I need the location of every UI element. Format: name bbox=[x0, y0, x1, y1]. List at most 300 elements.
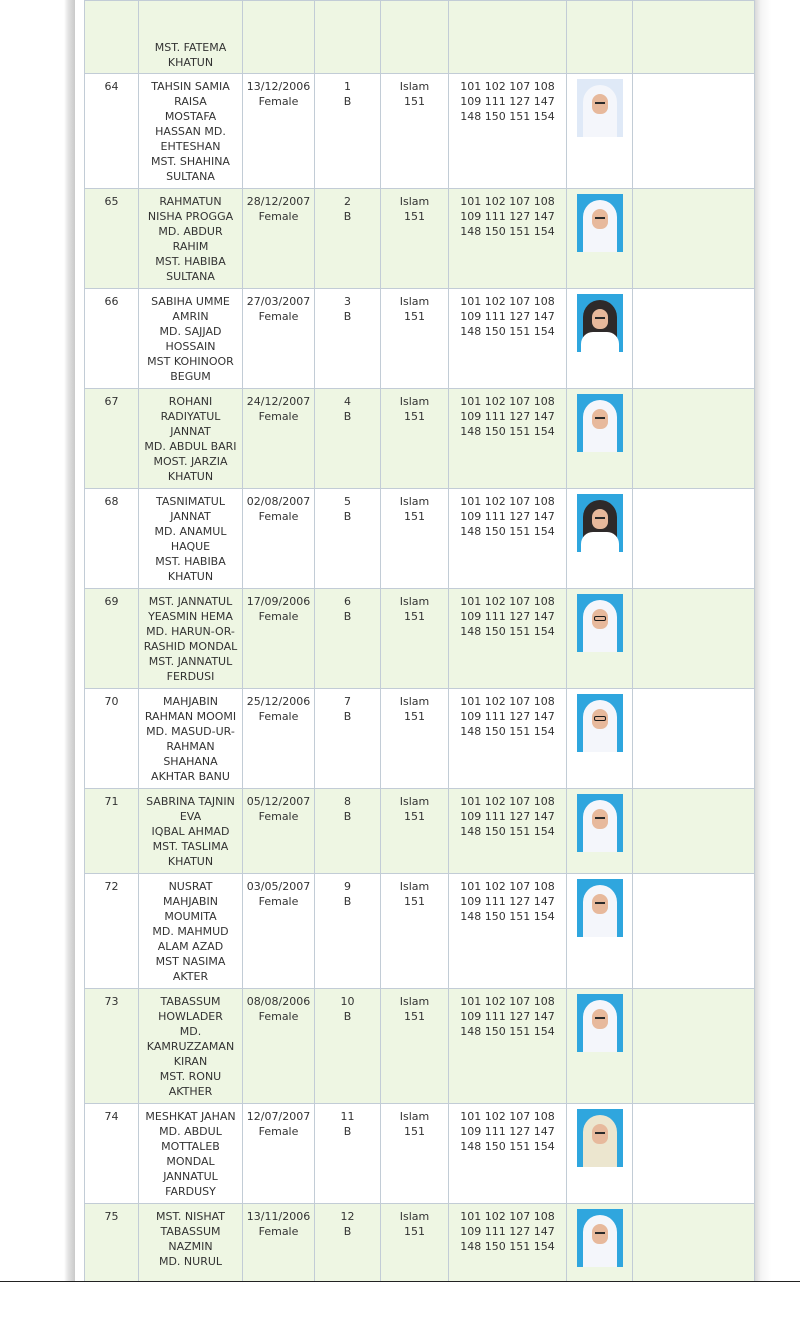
religion-code: 151 bbox=[404, 310, 425, 323]
name-line: MD. bbox=[179, 1025, 202, 1038]
blank-cell bbox=[633, 689, 755, 789]
date-of-birth: 28/12/2007 bbox=[246, 195, 311, 208]
name-cell bbox=[139, 189, 243, 289]
roll-number: 73 bbox=[104, 995, 119, 1008]
student-photo bbox=[577, 994, 623, 1052]
subject-codes-line: 101 102 107 108 bbox=[460, 795, 555, 808]
name-line: ROHANI bbox=[168, 395, 213, 408]
name-line: NUSRAT bbox=[168, 880, 213, 893]
name-line: FERDUSI bbox=[166, 670, 215, 683]
subject-codes-line: 148 150 151 154 bbox=[460, 225, 555, 238]
roll-cell bbox=[85, 289, 139, 389]
religion-code: 151 bbox=[404, 1225, 425, 1238]
photo-cell bbox=[567, 389, 633, 489]
serial-cell bbox=[315, 874, 381, 989]
date-of-birth: 17/09/2006 bbox=[246, 595, 311, 608]
name-line: MD. SAJJAD bbox=[159, 325, 222, 338]
blank-cell bbox=[633, 874, 755, 989]
page-footer-strip bbox=[0, 1281, 800, 1318]
dob-cell bbox=[243, 74, 315, 189]
religion: Islam bbox=[399, 880, 430, 893]
right-page-margin bbox=[755, 0, 800, 1281]
name-line: KHATUN bbox=[167, 855, 214, 868]
student-photo bbox=[577, 694, 623, 752]
student-photo bbox=[577, 294, 623, 352]
name-line: MOUMITA bbox=[164, 910, 217, 923]
table-row bbox=[85, 789, 755, 874]
name-line: IQBAL AHMAD bbox=[151, 825, 230, 838]
religion-code: 151 bbox=[404, 1010, 425, 1023]
subject-codes-line: 148 150 151 154 bbox=[460, 1240, 555, 1253]
name-line: AKTHER bbox=[168, 1085, 213, 1098]
serial-cell bbox=[315, 489, 381, 589]
roll-number: 65 bbox=[104, 195, 119, 208]
dob-cell bbox=[243, 1104, 315, 1204]
dob-cell bbox=[243, 389, 315, 489]
serial-number: 2 bbox=[344, 195, 351, 208]
roll-cell bbox=[85, 689, 139, 789]
serial-number: 3 bbox=[344, 295, 351, 308]
subject-codes-line: 101 102 107 108 bbox=[460, 295, 555, 308]
subject-codes-line: 109 111 127 147 bbox=[460, 1125, 555, 1138]
religion: Islam bbox=[399, 1110, 430, 1123]
name-line: AMRIN bbox=[172, 310, 209, 323]
group-code: B bbox=[343, 810, 352, 823]
serial-number: 9 bbox=[344, 880, 351, 893]
serial-cell bbox=[315, 1, 381, 74]
table-row bbox=[85, 989, 755, 1104]
name-line: MAHJABIN bbox=[163, 695, 218, 708]
subject-codes-line: 109 111 127 147 bbox=[460, 895, 555, 908]
religion-code: 151 bbox=[404, 610, 425, 623]
date-of-birth: 08/08/2006 bbox=[246, 995, 311, 1008]
name-line: YEASMIN HEMA bbox=[148, 610, 233, 623]
religion-cell bbox=[381, 389, 449, 489]
subject-codes-line: 109 111 127 147 bbox=[460, 710, 555, 723]
name-line: EVA bbox=[179, 810, 202, 823]
photo-cell bbox=[567, 989, 633, 1104]
religion-cell bbox=[381, 874, 449, 989]
gender: Female bbox=[258, 1225, 299, 1238]
table-row bbox=[85, 489, 755, 589]
gender: Female bbox=[258, 1125, 299, 1138]
religion: Islam bbox=[399, 395, 430, 408]
serial-cell bbox=[315, 74, 381, 189]
photo-face bbox=[592, 509, 608, 529]
religion-cell bbox=[381, 989, 449, 1104]
name-line: ALAM AZAD bbox=[157, 940, 224, 953]
photo-cell bbox=[567, 74, 633, 189]
student-photo bbox=[577, 494, 623, 552]
blank-cell bbox=[633, 189, 755, 289]
serial-cell bbox=[315, 789, 381, 874]
name-line: MD. MAHMUD bbox=[152, 925, 229, 938]
blank-cell bbox=[633, 1104, 755, 1204]
dob-cell bbox=[243, 989, 315, 1104]
subject-codes-line: 101 102 107 108 bbox=[460, 395, 555, 408]
roll-number: 70 bbox=[104, 695, 119, 708]
name-line: MD. ABDUL bbox=[159, 1125, 222, 1138]
group-code: B bbox=[343, 710, 352, 723]
photo-face bbox=[592, 409, 608, 429]
serial-cell bbox=[315, 989, 381, 1104]
date-of-birth: 03/05/2007 bbox=[246, 880, 311, 893]
blank-cell bbox=[633, 989, 755, 1104]
name-line: MST. FATEMA bbox=[154, 41, 227, 54]
gender: Female bbox=[258, 510, 299, 523]
name-line: NAZMIN bbox=[168, 1240, 213, 1253]
roll-number: 72 bbox=[104, 880, 119, 893]
subjects-cell bbox=[449, 789, 567, 874]
table-row bbox=[85, 689, 755, 789]
name-line: RAHMAN MOOMI bbox=[144, 710, 237, 723]
subjects-cell bbox=[449, 289, 567, 389]
subject-codes-line: 148 150 151 154 bbox=[460, 910, 555, 923]
name-line: MD. ABDUL BARI bbox=[144, 440, 237, 453]
student-photo bbox=[577, 394, 623, 452]
religion: Islam bbox=[399, 1210, 430, 1223]
photo-cell bbox=[567, 489, 633, 589]
serial-cell bbox=[315, 389, 381, 489]
name-line: JANNATUL bbox=[163, 1170, 218, 1183]
name-line: KIRAN bbox=[173, 1055, 208, 1068]
photo-face bbox=[592, 609, 608, 629]
group-code: B bbox=[343, 95, 352, 108]
religion-code: 151 bbox=[404, 510, 425, 523]
roll-cell bbox=[85, 1204, 139, 1282]
subjects-cell bbox=[449, 189, 567, 289]
table-row bbox=[85, 589, 755, 689]
name-cell bbox=[139, 589, 243, 689]
results-sheet bbox=[75, 0, 755, 1281]
subject-codes-line: 109 111 127 147 bbox=[460, 610, 555, 623]
subject-codes-line: 148 150 151 154 bbox=[460, 325, 555, 338]
religion: Islam bbox=[399, 995, 430, 1008]
photo-face bbox=[592, 309, 608, 329]
religion: Islam bbox=[399, 695, 430, 708]
name-line: MST. SHAHINA bbox=[151, 155, 230, 168]
group-code: B bbox=[343, 510, 352, 523]
name-cell bbox=[139, 289, 243, 389]
name-line: AKHTAR BANU bbox=[151, 770, 230, 783]
religion-cell bbox=[381, 1, 449, 74]
name-line: MAHJABIN bbox=[163, 895, 218, 908]
blank-cell bbox=[633, 589, 755, 689]
name-cell bbox=[139, 1, 243, 74]
religion: Islam bbox=[399, 595, 430, 608]
name-line: SABIHA UMME bbox=[151, 295, 230, 308]
serial-number: 8 bbox=[344, 795, 351, 808]
religion: Islam bbox=[399, 495, 430, 508]
serial-number: 7 bbox=[344, 695, 351, 708]
student-photo bbox=[577, 794, 623, 852]
subject-codes-line: 148 150 151 154 bbox=[460, 825, 555, 838]
photo-cell bbox=[567, 189, 633, 289]
gender: Female bbox=[258, 610, 299, 623]
photo-cell bbox=[567, 1, 633, 74]
date-of-birth: 27/03/2007 bbox=[246, 295, 311, 308]
religion-cell bbox=[381, 289, 449, 389]
roll-cell bbox=[85, 389, 139, 489]
religion-code: 151 bbox=[404, 810, 425, 823]
dob-cell bbox=[243, 1, 315, 74]
subject-codes-line: 109 111 127 147 bbox=[460, 95, 555, 108]
dob-cell bbox=[243, 1204, 315, 1282]
dob-cell bbox=[243, 689, 315, 789]
religion-cell bbox=[381, 74, 449, 189]
subject-codes-line: 148 150 151 154 bbox=[460, 1025, 555, 1038]
table-row bbox=[85, 189, 755, 289]
roll-cell bbox=[85, 989, 139, 1104]
name-line: MD. ANAMUL bbox=[154, 525, 227, 538]
name-line: RAHMATUN bbox=[159, 195, 222, 208]
name-cell bbox=[139, 489, 243, 589]
religion: Islam bbox=[399, 195, 430, 208]
gender: Female bbox=[258, 410, 299, 423]
name-line: JANNAT bbox=[170, 510, 211, 523]
group-code: B bbox=[343, 610, 352, 623]
serial-cell bbox=[315, 689, 381, 789]
name-cell bbox=[139, 989, 243, 1104]
name-line: SABRINA TAJNIN bbox=[146, 795, 235, 808]
roll-cell bbox=[85, 74, 139, 189]
name-line: MST. RONU bbox=[159, 1070, 222, 1083]
name-line: RAHIM bbox=[172, 240, 209, 253]
name-line: EHTESHAN bbox=[160, 140, 221, 153]
religion: Islam bbox=[399, 80, 430, 93]
student-photo bbox=[577, 194, 623, 252]
religion-cell bbox=[381, 189, 449, 289]
name-line: MD. ABDUR bbox=[158, 225, 223, 238]
subject-codes-line: 148 150 151 154 bbox=[460, 625, 555, 638]
name-line: HOWLADER bbox=[158, 1010, 223, 1023]
student-photo bbox=[577, 1109, 623, 1167]
name-line: MST. HABIBA bbox=[155, 555, 226, 568]
subject-codes-line: 148 150 151 154 bbox=[460, 525, 555, 538]
subject-codes-line: 109 111 127 147 bbox=[460, 310, 555, 323]
gender: Female bbox=[258, 95, 299, 108]
religion-cell bbox=[381, 1204, 449, 1282]
subjects-cell bbox=[449, 989, 567, 1104]
name-line: JANNAT bbox=[170, 425, 211, 438]
subject-codes-line: 109 111 127 147 bbox=[460, 210, 555, 223]
name-line: MST. JANNATUL bbox=[148, 595, 233, 608]
student-photo bbox=[577, 594, 623, 652]
name-line: MD. HARUN-OR- bbox=[146, 625, 235, 638]
roll-number: 66 bbox=[104, 295, 119, 308]
subjects-cell bbox=[449, 389, 567, 489]
roll-cell bbox=[85, 489, 139, 589]
roll-cell bbox=[85, 189, 139, 289]
roll-number: 69 bbox=[104, 595, 119, 608]
serial-cell bbox=[315, 1104, 381, 1204]
photo-face bbox=[592, 1124, 608, 1144]
name-line: FARDUSY bbox=[165, 1185, 216, 1198]
name-line: SULTANA bbox=[166, 170, 215, 183]
subjects-cell bbox=[449, 1, 567, 74]
group-code: B bbox=[343, 1225, 352, 1238]
table-row bbox=[85, 1204, 755, 1282]
name-line: HAQUE bbox=[170, 540, 211, 553]
name-line: RASHID MONDAL bbox=[143, 640, 238, 653]
name-cell bbox=[139, 789, 243, 874]
roll-cell bbox=[85, 1, 139, 74]
photo-face bbox=[592, 1224, 608, 1244]
name-line: AKTER bbox=[172, 970, 209, 983]
subjects-cell bbox=[449, 874, 567, 989]
name-line: MESHKAT JAHAN bbox=[145, 1110, 236, 1123]
serial-number: 10 bbox=[340, 995, 355, 1008]
roll-number: 74 bbox=[104, 1110, 119, 1123]
subjects-cell bbox=[449, 1204, 567, 1282]
photo-face bbox=[592, 209, 608, 229]
name-line: KHATUN bbox=[167, 570, 214, 583]
photo-cell bbox=[567, 289, 633, 389]
serial-number: 12 bbox=[340, 1210, 355, 1223]
religion-cell bbox=[381, 589, 449, 689]
religion: Islam bbox=[399, 295, 430, 308]
roll-cell bbox=[85, 589, 139, 689]
subject-codes-line: 148 150 151 154 bbox=[460, 1140, 555, 1153]
group-code: B bbox=[343, 310, 352, 323]
date-of-birth: 13/12/2006 bbox=[246, 80, 311, 93]
group-code: B bbox=[343, 210, 352, 223]
photo-shoulders bbox=[581, 532, 619, 552]
religion-cell bbox=[381, 789, 449, 874]
name-line: TABASSUM bbox=[160, 1225, 221, 1238]
gender: Female bbox=[258, 895, 299, 908]
subject-codes-line: 109 111 127 147 bbox=[460, 810, 555, 823]
group-code: B bbox=[343, 410, 352, 423]
subject-codes-line: 109 111 127 147 bbox=[460, 510, 555, 523]
name-cell bbox=[139, 874, 243, 989]
photo-shoulders bbox=[581, 332, 619, 352]
subjects-cell bbox=[449, 689, 567, 789]
date-of-birth: 24/12/2007 bbox=[246, 395, 311, 408]
photo-cell bbox=[567, 789, 633, 874]
blank-cell bbox=[633, 1, 755, 74]
name-line: TASNIMATUL bbox=[156, 495, 225, 508]
name-line: MD. NURUL bbox=[158, 1255, 223, 1268]
name-cell bbox=[139, 1204, 243, 1282]
subject-codes-line: 101 102 107 108 bbox=[460, 1210, 555, 1223]
subject-codes-line: 101 102 107 108 bbox=[460, 695, 555, 708]
roll-number: 71 bbox=[104, 795, 119, 808]
religion-code: 151 bbox=[404, 95, 425, 108]
student-results-table bbox=[84, 0, 755, 1281]
religion-code: 151 bbox=[404, 210, 425, 223]
group-code: B bbox=[343, 895, 352, 908]
dob-cell bbox=[243, 189, 315, 289]
roll-number: 75 bbox=[104, 1210, 119, 1223]
roll-cell bbox=[85, 789, 139, 874]
religion-code: 151 bbox=[404, 710, 425, 723]
serial-cell bbox=[315, 189, 381, 289]
name-line: MST. HABIBA bbox=[155, 255, 226, 268]
serial-cell bbox=[315, 289, 381, 389]
gender: Female bbox=[258, 710, 299, 723]
religion-cell bbox=[381, 1104, 449, 1204]
photo-cell bbox=[567, 589, 633, 689]
photo-cell bbox=[567, 1204, 633, 1282]
name-line: KAMRUZZAMAN bbox=[146, 1040, 235, 1053]
religion: Islam bbox=[399, 795, 430, 808]
dob-cell bbox=[243, 589, 315, 689]
serial-number: 5 bbox=[344, 495, 351, 508]
roll-number: 67 bbox=[104, 395, 119, 408]
subject-codes-line: 109 111 127 147 bbox=[460, 410, 555, 423]
table-row bbox=[85, 1104, 755, 1204]
subject-codes-line: 148 150 151 154 bbox=[460, 725, 555, 738]
gender: Female bbox=[258, 310, 299, 323]
dob-cell bbox=[243, 289, 315, 389]
subject-codes-line: 101 102 107 108 bbox=[460, 195, 555, 208]
roll-number: 68 bbox=[104, 495, 119, 508]
subject-codes-line: 148 150 151 154 bbox=[460, 110, 555, 123]
subject-codes-line: 109 111 127 147 bbox=[460, 1010, 555, 1023]
student-photo bbox=[577, 1209, 623, 1267]
name-line: KHATUN bbox=[167, 470, 214, 483]
blank-cell bbox=[633, 489, 755, 589]
photo-face bbox=[592, 1009, 608, 1029]
date-of-birth: 02/08/2007 bbox=[246, 495, 311, 508]
subject-codes-line: 101 102 107 108 bbox=[460, 495, 555, 508]
subject-codes-line: 109 111 127 147 bbox=[460, 1225, 555, 1238]
student-photo bbox=[577, 879, 623, 937]
serial-number: 6 bbox=[344, 595, 351, 608]
blank-cell bbox=[633, 389, 755, 489]
name-line: RADIYATUL bbox=[160, 410, 221, 423]
roll-cell bbox=[85, 874, 139, 989]
blank-cell bbox=[633, 789, 755, 874]
dob-cell bbox=[243, 789, 315, 874]
photo-cell bbox=[567, 689, 633, 789]
subjects-cell bbox=[449, 1104, 567, 1204]
roll-cell bbox=[85, 1104, 139, 1204]
photo-face bbox=[592, 94, 608, 114]
subjects-cell bbox=[449, 589, 567, 689]
name-cell bbox=[139, 74, 243, 189]
roll-number: 64 bbox=[104, 80, 119, 93]
serial-cell bbox=[315, 1204, 381, 1282]
gender: Female bbox=[258, 1010, 299, 1023]
blank-cell bbox=[633, 74, 755, 189]
name-line: HOSSAIN bbox=[165, 340, 216, 353]
name-line: MOSTAFA bbox=[164, 110, 217, 123]
date-of-birth: 25/12/2006 bbox=[246, 695, 311, 708]
gender: Female bbox=[258, 810, 299, 823]
serial-number: 4 bbox=[344, 395, 351, 408]
name-line: MONDAL bbox=[166, 1155, 215, 1168]
photo-cell bbox=[567, 874, 633, 989]
table-row bbox=[85, 74, 755, 189]
name-line: MST NASIMA bbox=[155, 955, 226, 968]
photo-face bbox=[592, 894, 608, 914]
table-row bbox=[85, 289, 755, 389]
name-line: HASSAN MD. bbox=[155, 125, 226, 138]
dob-cell bbox=[243, 489, 315, 589]
date-of-birth: 12/07/2007 bbox=[246, 1110, 311, 1123]
name-line: SULTANA bbox=[166, 270, 215, 283]
subject-codes-line: 101 102 107 108 bbox=[460, 1110, 555, 1123]
photo-face bbox=[592, 809, 608, 829]
blank-cell bbox=[633, 1204, 755, 1282]
name-line: MOTTALEB bbox=[161, 1140, 220, 1153]
name-line: MST. JANNATUL bbox=[148, 655, 233, 668]
subjects-cell bbox=[449, 74, 567, 189]
serial-number: 11 bbox=[340, 1110, 355, 1123]
name-line: SHAHANA bbox=[163, 755, 218, 768]
